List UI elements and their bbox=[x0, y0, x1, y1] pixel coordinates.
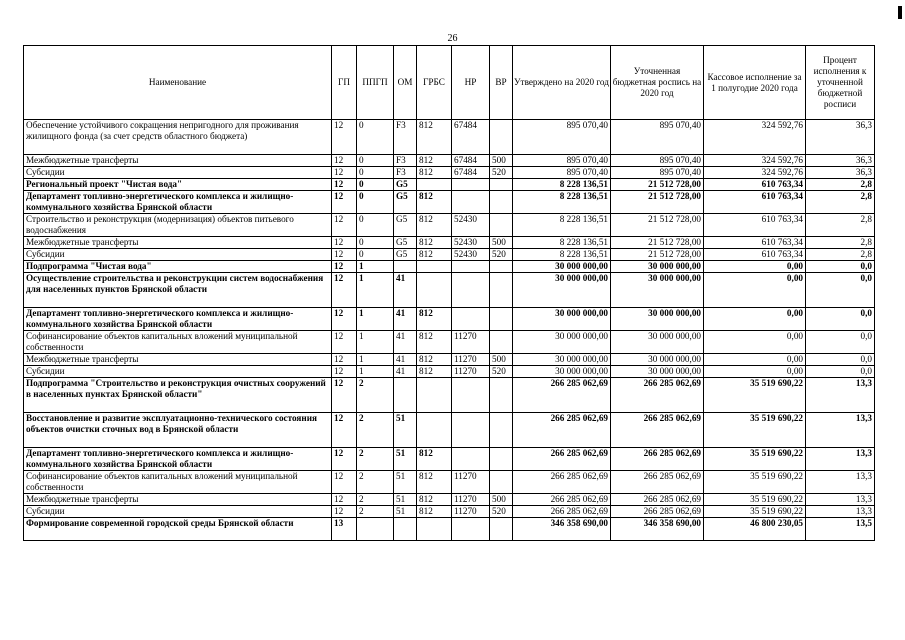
cell-vr bbox=[490, 518, 513, 541]
cell-gp: 13 bbox=[332, 518, 357, 541]
cell-vr: 520 bbox=[490, 167, 513, 179]
cell-name: Департамент топливно-энергетического комплекса и жилищно-коммунального хозяйства Брянской области bbox=[24, 448, 332, 471]
cell-om: 51 bbox=[394, 413, 417, 448]
cell-approved: 346 358 690,00 bbox=[513, 518, 611, 541]
cell-nr bbox=[452, 179, 490, 191]
table-row bbox=[24, 179, 875, 191]
cell-grbs: 812 bbox=[417, 167, 452, 179]
cell-nr bbox=[452, 273, 490, 308]
cell-grbs bbox=[417, 378, 452, 413]
cell-approved: 8 228 136,51 bbox=[513, 237, 611, 249]
cell-om: G5 bbox=[394, 249, 417, 261]
cell-approved: 266 285 062,69 bbox=[513, 471, 611, 494]
cell-gp: 12 bbox=[332, 471, 357, 494]
cell-name: Строительство и реконструкция (модернизация) объектов питьевого водоснабжения bbox=[24, 214, 332, 237]
cell-nr: 11270 bbox=[452, 471, 490, 494]
cell-nr: 11270 bbox=[452, 506, 490, 518]
cell-cash: 610 763,34 bbox=[704, 237, 806, 249]
cell-nr: 67484 bbox=[452, 155, 490, 167]
header-refined: Уточненная бюджетная роспись на 2020 год bbox=[611, 46, 704, 120]
cell-grbs: 812 bbox=[417, 120, 452, 155]
header-grbs: ГРБС bbox=[417, 46, 452, 120]
cell-cash: 324 592,76 bbox=[704, 120, 806, 155]
cell-om: F3 bbox=[394, 120, 417, 155]
cell-vr: 520 bbox=[490, 366, 513, 378]
cell-approved: 266 285 062,69 bbox=[513, 413, 611, 448]
cell-grbs: 812 bbox=[417, 331, 452, 354]
cell-name: Субсидии bbox=[24, 506, 332, 518]
cell-grbs bbox=[417, 273, 452, 308]
cell-grbs: 812 bbox=[417, 366, 452, 378]
cell-name: Региональный проект "Чистая вода" bbox=[24, 179, 332, 191]
cell-approved: 895 070,40 bbox=[513, 120, 611, 155]
cell-approved: 30 000 000,00 bbox=[513, 261, 611, 273]
cell-ppgp: 1 bbox=[357, 354, 394, 366]
table-row bbox=[24, 120, 875, 155]
table-row bbox=[24, 237, 875, 249]
cell-gp: 12 bbox=[332, 120, 357, 155]
cell-refined: 30 000 000,00 bbox=[611, 261, 704, 273]
cell-cash: 35 519 690,22 bbox=[704, 448, 806, 471]
cell-gp: 12 bbox=[332, 378, 357, 413]
cell-approved: 30 000 000,00 bbox=[513, 331, 611, 354]
cell-vr: 520 bbox=[490, 506, 513, 518]
cell-percent: 0,0 bbox=[806, 261, 875, 273]
cell-nr bbox=[452, 261, 490, 273]
table-row bbox=[24, 191, 875, 214]
cell-vr: 500 bbox=[490, 237, 513, 249]
cell-ppgp: 1 bbox=[357, 308, 394, 331]
cell-gp: 12 bbox=[332, 448, 357, 471]
cell-refined: 266 285 062,69 bbox=[611, 471, 704, 494]
cell-cash: 0,00 bbox=[704, 273, 806, 308]
cell-om: F3 bbox=[394, 155, 417, 167]
cell-refined: 21 512 728,00 bbox=[611, 249, 704, 261]
cell-ppgp: 1 bbox=[357, 261, 394, 273]
table-row bbox=[24, 261, 875, 273]
header-nr: НР bbox=[452, 46, 490, 120]
header-cash: Кассовое исполнение за 1 полугодие 2020 года bbox=[704, 46, 806, 120]
cell-refined: 266 285 062,69 bbox=[611, 494, 704, 506]
cell-refined: 21 512 728,00 bbox=[611, 191, 704, 214]
cell-vr bbox=[490, 331, 513, 354]
cell-om: F3 bbox=[394, 167, 417, 179]
cell-vr bbox=[490, 273, 513, 308]
cell-vr: 520 bbox=[490, 249, 513, 261]
cell-percent: 0,0 bbox=[806, 308, 875, 331]
cell-percent: 13,3 bbox=[806, 448, 875, 471]
page-number: 26 bbox=[447, 33, 458, 44]
cell-om: 41 bbox=[394, 273, 417, 308]
cell-gp: 12 bbox=[332, 413, 357, 448]
cell-gp: 12 bbox=[332, 354, 357, 366]
cell-vr bbox=[490, 308, 513, 331]
cell-cash: 0,00 bbox=[704, 366, 806, 378]
cell-refined: 266 285 062,69 bbox=[611, 413, 704, 448]
table-row bbox=[24, 494, 875, 506]
cell-approved: 30 000 000,00 bbox=[513, 308, 611, 331]
cell-ppgp: 0 bbox=[357, 179, 394, 191]
cell-name: Межбюджетные трансферты bbox=[24, 237, 332, 249]
header-gp: ГП bbox=[332, 46, 357, 120]
cell-gp: 12 bbox=[332, 179, 357, 191]
header-percent: Процент исполнения к уточненной бюджетной росписи bbox=[806, 46, 875, 120]
cell-grbs: 812 bbox=[417, 354, 452, 366]
cell-name: Подпрограмма "Строительство и реконструкция очистных сооружений в населенных пунктах Брянской области" bbox=[24, 378, 332, 413]
cell-name: Софинансирование объектов капитальных вложений муниципальной собственности bbox=[24, 331, 332, 354]
cell-gp: 12 bbox=[332, 249, 357, 261]
cell-cash: 46 800 230,05 bbox=[704, 518, 806, 541]
table-row bbox=[24, 518, 875, 541]
cell-name: Субсидии bbox=[24, 366, 332, 378]
cell-vr bbox=[490, 191, 513, 214]
cell-gp: 12 bbox=[332, 331, 357, 354]
cell-gp: 12 bbox=[332, 155, 357, 167]
cell-grbs: 812 bbox=[417, 237, 452, 249]
cell-om: 51 bbox=[394, 471, 417, 494]
cell-refined: 21 512 728,00 bbox=[611, 179, 704, 191]
cell-ppgp: 0 bbox=[357, 167, 394, 179]
cell-percent: 13,3 bbox=[806, 378, 875, 413]
corner-scan-mark bbox=[898, 6, 902, 19]
cell-name: Субсидии bbox=[24, 249, 332, 261]
cell-vr bbox=[490, 261, 513, 273]
cell-percent: 13,3 bbox=[806, 494, 875, 506]
cell-cash: 0,00 bbox=[704, 308, 806, 331]
cell-percent: 13,5 bbox=[806, 518, 875, 541]
cell-cash: 324 592,76 bbox=[704, 167, 806, 179]
cell-gp: 12 bbox=[332, 273, 357, 308]
cell-ppgp: 1 bbox=[357, 331, 394, 354]
cell-refined: 266 285 062,69 bbox=[611, 506, 704, 518]
cell-approved: 8 228 136,51 bbox=[513, 249, 611, 261]
cell-percent: 0,0 bbox=[806, 366, 875, 378]
cell-om: 41 bbox=[394, 308, 417, 331]
cell-om: 41 bbox=[394, 354, 417, 366]
header-vr: ВР bbox=[490, 46, 513, 120]
cell-name: Межбюджетные трансферты bbox=[24, 155, 332, 167]
cell-om bbox=[394, 261, 417, 273]
cell-vr bbox=[490, 179, 513, 191]
cell-percent: 36,3 bbox=[806, 120, 875, 155]
cell-percent: 13,3 bbox=[806, 471, 875, 494]
table-row bbox=[24, 331, 875, 354]
header-approved: Утверждено на 2020 год bbox=[513, 46, 611, 120]
cell-nr: 11270 bbox=[452, 354, 490, 366]
cell-nr: 52430 bbox=[452, 237, 490, 249]
cell-grbs bbox=[417, 261, 452, 273]
cell-nr: 67484 bbox=[452, 120, 490, 155]
table-row bbox=[24, 506, 875, 518]
table-row bbox=[24, 155, 875, 167]
cell-name: Департамент топливно-энергетического комплекса и жилищно-коммунального хозяйства Брянской области bbox=[24, 308, 332, 331]
cell-cash: 324 592,76 bbox=[704, 155, 806, 167]
cell-om: G5 bbox=[394, 191, 417, 214]
cell-cash: 610 763,34 bbox=[704, 179, 806, 191]
cell-approved: 30 000 000,00 bbox=[513, 354, 611, 366]
cell-name: Межбюджетные трансферты bbox=[24, 494, 332, 506]
cell-grbs: 812 bbox=[417, 214, 452, 237]
cell-vr bbox=[490, 378, 513, 413]
cell-nr: 11270 bbox=[452, 331, 490, 354]
cell-ppgp: 0 bbox=[357, 191, 394, 214]
cell-ppgp: 0 bbox=[357, 155, 394, 167]
table-row bbox=[24, 378, 875, 413]
cell-cash: 35 519 690,22 bbox=[704, 378, 806, 413]
cell-vr: 500 bbox=[490, 354, 513, 366]
table-row bbox=[24, 308, 875, 331]
cell-refined: 30 000 000,00 bbox=[611, 331, 704, 354]
cell-grbs: 812 bbox=[417, 155, 452, 167]
cell-refined: 21 512 728,00 bbox=[611, 214, 704, 237]
cell-nr: 52430 bbox=[452, 249, 490, 261]
cell-nr: 52430 bbox=[452, 214, 490, 237]
cell-nr: 11270 bbox=[452, 366, 490, 378]
cell-vr bbox=[490, 471, 513, 494]
cell-refined: 30 000 000,00 bbox=[611, 366, 704, 378]
cell-cash: 610 763,34 bbox=[704, 249, 806, 261]
cell-vr: 500 bbox=[490, 155, 513, 167]
cell-approved: 266 285 062,69 bbox=[513, 506, 611, 518]
cell-nr bbox=[452, 378, 490, 413]
cell-grbs: 812 bbox=[417, 448, 452, 471]
cell-ppgp: 0 bbox=[357, 214, 394, 237]
cell-ppgp: 2 bbox=[357, 413, 394, 448]
cell-gp: 12 bbox=[332, 237, 357, 249]
cell-nr bbox=[452, 191, 490, 214]
cell-approved: 30 000 000,00 bbox=[513, 273, 611, 308]
cell-name: Осуществление строительства и реконструкции систем водоснабжения для населенных пунктов Брянской области bbox=[24, 273, 332, 308]
cell-approved: 8 228 136,51 bbox=[513, 191, 611, 214]
budget-table bbox=[23, 45, 875, 541]
cell-ppgp: 2 bbox=[357, 471, 394, 494]
cell-gp: 12 bbox=[332, 506, 357, 518]
cell-refined: 30 000 000,00 bbox=[611, 308, 704, 331]
cell-refined: 21 512 728,00 bbox=[611, 237, 704, 249]
cell-percent: 2,8 bbox=[806, 249, 875, 261]
cell-gp: 12 bbox=[332, 308, 357, 331]
cell-om: G5 bbox=[394, 214, 417, 237]
cell-ppgp: 2 bbox=[357, 448, 394, 471]
cell-percent: 36,3 bbox=[806, 167, 875, 179]
cell-approved: 266 285 062,69 bbox=[513, 448, 611, 471]
cell-nr: 11270 bbox=[452, 494, 490, 506]
cell-refined: 895 070,40 bbox=[611, 155, 704, 167]
cell-name: Подпрограмма "Чистая вода" bbox=[24, 261, 332, 273]
cell-name: Межбюджетные трансферты bbox=[24, 354, 332, 366]
cell-percent: 2,8 bbox=[806, 179, 875, 191]
cell-cash: 35 519 690,22 bbox=[704, 494, 806, 506]
cell-grbs: 812 bbox=[417, 191, 452, 214]
cell-approved: 895 070,40 bbox=[513, 167, 611, 179]
cell-approved: 30 000 000,00 bbox=[513, 366, 611, 378]
cell-nr: 67484 bbox=[452, 167, 490, 179]
cell-percent: 0,0 bbox=[806, 354, 875, 366]
cell-refined: 895 070,40 bbox=[611, 167, 704, 179]
table-row bbox=[24, 249, 875, 261]
cell-om bbox=[394, 378, 417, 413]
cell-gp: 12 bbox=[332, 191, 357, 214]
cell-vr bbox=[490, 214, 513, 237]
cell-name: Обеспечение устойчивого сокращения непригодного для проживания жилищного фонда (за счет средств областного бюджета) bbox=[24, 120, 332, 155]
cell-cash: 0,00 bbox=[704, 331, 806, 354]
cell-gp: 12 bbox=[332, 366, 357, 378]
cell-ppgp bbox=[357, 518, 394, 541]
table-row bbox=[24, 354, 875, 366]
cell-grbs: 812 bbox=[417, 471, 452, 494]
header-ppgp: ППГП bbox=[357, 46, 394, 120]
table-header-row bbox=[24, 46, 875, 120]
cell-om: 41 bbox=[394, 331, 417, 354]
cell-name: Департамент топливно-энергетического комплекса и жилищно-коммунального хозяйства Брянской области bbox=[24, 191, 332, 214]
table-row bbox=[24, 366, 875, 378]
cell-name: Восстановление и развитие эксплуатационно-технического состояния объектов очистки сточных вод в Брянской области bbox=[24, 413, 332, 448]
cell-name: Субсидии bbox=[24, 167, 332, 179]
cell-percent: 36,3 bbox=[806, 155, 875, 167]
cell-gp: 12 bbox=[332, 214, 357, 237]
cell-gp: 12 bbox=[332, 261, 357, 273]
table-row bbox=[24, 471, 875, 494]
cell-grbs: 812 bbox=[417, 506, 452, 518]
cell-cash: 610 763,34 bbox=[704, 214, 806, 237]
cell-percent: 13,3 bbox=[806, 506, 875, 518]
cell-grbs bbox=[417, 179, 452, 191]
cell-nr bbox=[452, 413, 490, 448]
cell-approved: 266 285 062,69 bbox=[513, 378, 611, 413]
cell-percent: 2,8 bbox=[806, 214, 875, 237]
cell-ppgp: 0 bbox=[357, 249, 394, 261]
cell-om: 51 bbox=[394, 506, 417, 518]
table-row bbox=[24, 413, 875, 448]
cell-approved: 8 228 136,51 bbox=[513, 179, 611, 191]
table-row bbox=[24, 167, 875, 179]
cell-approved: 8 228 136,51 bbox=[513, 214, 611, 237]
cell-name: Формирование современной городской среды Брянской области bbox=[24, 518, 332, 541]
cell-refined: 895 070,40 bbox=[611, 120, 704, 155]
cell-gp: 12 bbox=[332, 167, 357, 179]
cell-vr bbox=[490, 120, 513, 155]
cell-ppgp: 2 bbox=[357, 378, 394, 413]
cell-refined: 30 000 000,00 bbox=[611, 354, 704, 366]
cell-nr bbox=[452, 518, 490, 541]
cell-ppgp: 2 bbox=[357, 494, 394, 506]
table-row bbox=[24, 273, 875, 308]
cell-grbs: 812 bbox=[417, 494, 452, 506]
cell-cash: 35 519 690,22 bbox=[704, 506, 806, 518]
cell-percent: 13,3 bbox=[806, 413, 875, 448]
cell-refined: 30 000 000,00 bbox=[611, 273, 704, 308]
cell-vr bbox=[490, 413, 513, 448]
cell-ppgp: 1 bbox=[357, 273, 394, 308]
cell-cash: 610 763,34 bbox=[704, 191, 806, 214]
cell-nr bbox=[452, 308, 490, 331]
table-body bbox=[24, 120, 875, 541]
cell-approved: 266 285 062,69 bbox=[513, 494, 611, 506]
cell-cash: 0,00 bbox=[704, 354, 806, 366]
cell-grbs: 812 bbox=[417, 249, 452, 261]
cell-cash: 35 519 690,22 bbox=[704, 471, 806, 494]
cell-grbs: 812 bbox=[417, 308, 452, 331]
cell-om: 51 bbox=[394, 448, 417, 471]
cell-percent: 0,0 bbox=[806, 273, 875, 308]
table-row bbox=[24, 448, 875, 471]
cell-ppgp: 1 bbox=[357, 366, 394, 378]
cell-grbs bbox=[417, 518, 452, 541]
cell-percent: 0,0 bbox=[806, 331, 875, 354]
cell-refined: 346 358 690,00 bbox=[611, 518, 704, 541]
cell-ppgp: 0 bbox=[357, 237, 394, 249]
cell-cash: 0,00 bbox=[704, 261, 806, 273]
cell-nr bbox=[452, 448, 490, 471]
cell-grbs bbox=[417, 413, 452, 448]
cell-name: Софинансирование объектов капитальных вложений муниципальной собственности bbox=[24, 471, 332, 494]
cell-refined: 266 285 062,69 bbox=[611, 448, 704, 471]
header-name: Наименование bbox=[24, 46, 332, 120]
cell-refined: 266 285 062,69 bbox=[611, 378, 704, 413]
cell-om: G5 bbox=[394, 237, 417, 249]
cell-om: 41 bbox=[394, 366, 417, 378]
cell-ppgp: 0 bbox=[357, 120, 394, 155]
cell-om: G5 bbox=[394, 179, 417, 191]
cell-vr: 500 bbox=[490, 494, 513, 506]
table-row bbox=[24, 214, 875, 237]
header-om: ОМ bbox=[394, 46, 417, 120]
cell-percent: 2,8 bbox=[806, 191, 875, 214]
cell-gp: 12 bbox=[332, 494, 357, 506]
cell-ppgp: 2 bbox=[357, 506, 394, 518]
cell-om bbox=[394, 518, 417, 541]
cell-cash: 35 519 690,22 bbox=[704, 413, 806, 448]
cell-approved: 895 070,40 bbox=[513, 155, 611, 167]
cell-om: 51 bbox=[394, 494, 417, 506]
cell-vr bbox=[490, 448, 513, 471]
cell-percent: 2,8 bbox=[806, 237, 875, 249]
